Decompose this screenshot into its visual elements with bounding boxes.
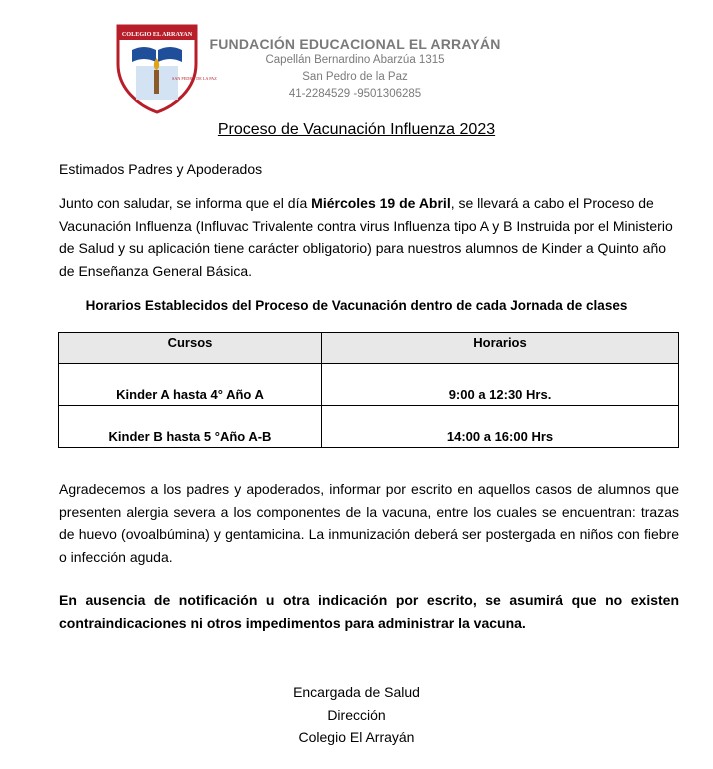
intro-part2: , se llevará a cabo el Proceso de Vacunación Influenza (Influvac Trivalente contra virus Influenza tipo A y B Instruida por el Ministerio de Salud y su aplicación tiene carácter obligatorio) para nuestros alumnos de Kinder a Quinto año de Enseñanza General Básica. <box>59 195 673 279</box>
document-title: Proceso de Vacunación Influenza 2023 <box>217 121 496 138</box>
logo-text-top: COLEGIO EL ARRAYAN <box>121 31 193 38</box>
greeting: Estimados Padres y Apoderados <box>59 161 263 177</box>
school-crest-logo <box>114 22 217 114</box>
signature-block <box>0 681 713 749</box>
hours-cell: 14:00 a 16:00 Hrs <box>322 406 679 448</box>
course-cell: Kinder B hasta 5 °Año A-B <box>59 406 322 448</box>
document-title-wrap <box>0 121 713 139</box>
signature-line-3: Colegio El Arrayán <box>298 729 415 745</box>
signature-line-2: Dirección <box>327 706 386 723</box>
intro-part1: Junto con saludar, se informa que el día <box>59 195 312 211</box>
signature-line-1: Encargada de Salud <box>293 684 420 700</box>
allergy-notice: Agradecemos a los padres y apoderados, informar por escrito en aquellos casos de alumnos que presenten alergia severa a los componentes de la vacuna, entre los cuales se encuentran: trazas de huevo (ovoalbúmina) y gentamicina. La inmunización deberá ser postergada en niños con fiebre o infección aguda. <box>59 481 679 565</box>
header-hours: Horarios <box>322 333 679 364</box>
intro-paragraph <box>59 192 679 282</box>
org-address: Capellán Bernardino Abarzúa 1315 <box>265 54 445 66</box>
logo-text-side: SAN PEDRO DE LA PAZ <box>172 76 217 81</box>
hours-cell: 9:00 a 12:30 Hrs. <box>322 364 679 406</box>
table-row <box>59 364 679 406</box>
org-city: San Pedro de la Paz <box>302 71 408 83</box>
schedule-title: Horarios Establecidos del Proceso de Vacunación dentro de cada Jornada de clases <box>85 298 628 313</box>
table-header-row <box>59 333 679 364</box>
org-phones: 41-2284529 -9501306285 <box>288 88 422 100</box>
table-row <box>59 406 679 448</box>
absence-notice: En ausencia de notificación u otra indicación por escrito, se asumirá que no existen contraindicaciones ni otros impedimentos para administrar la vacuna. <box>59 592 679 631</box>
vaccination-date: Miércoles 19 de Abril <box>311 195 451 211</box>
schedule-table <box>58 332 679 448</box>
course-cell: Kinder A hasta 4° Año A <box>59 364 322 406</box>
header-courses: Cursos <box>59 333 322 364</box>
letterhead <box>205 36 505 103</box>
org-name: FUNDACIÓN EDUCACIONAL EL ARRAYÁN <box>209 36 501 52</box>
